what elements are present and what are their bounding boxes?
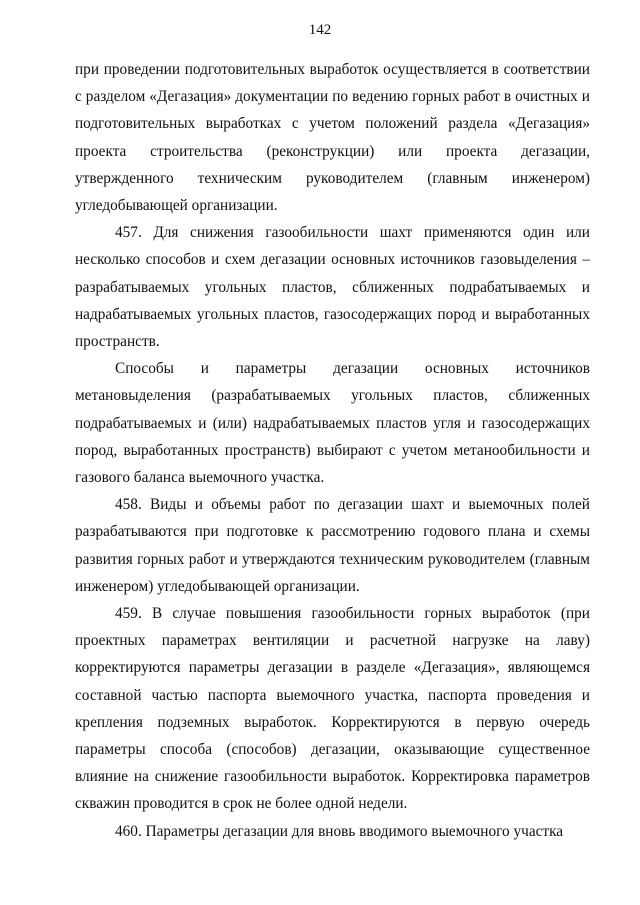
document-body: [75, 56, 590, 845]
paragraph-459: 459. В случае повышения газообильности горных выработок (при проектных параметрах вентиляции и расчетной нагрузке на лаву) корректируются параметры дегазации в разделе «Дегазация», являющемся составной частью паспорта выемочного участка, паспорта проведения и крепления подземных выработок. Корректируются в первую очередь параметры способа (способов) дегазации, оказывающие существенное влияние на снижение газообильности выработок. Корректировка параметров скважин проводится в срок не более одной недели.: [75, 605, 590, 813]
paragraph-457: 457. Для снижения газообильности шахт применяются один или несколько способов и схем дегазации основных источников газовыделения – разрабатываемых угольных пластов, сближенных подрабатываемых и надрабатываемых угольных пластов, газосодержащих пород и выработанных пространств.: [75, 224, 590, 351]
paragraph-continuation: при проведении подготовительных выработок осуществляется в соответствии с разделом «Дегазация» документации по ведению горных работ в очистных и подготовительных выработках с учетом положений раздела «Дегазация» проекта строительства (реконструкции) или проекта дегазации, утвержденного техническим руководителем (главным инженером) угледобывающей организации.: [75, 61, 590, 215]
paragraph-460: 460. Параметры дегазации для вновь вводимого выемочного участка: [115, 822, 564, 840]
page-number: 142: [308, 22, 332, 38]
paragraph-458: 458. Виды и объемы работ по дегазации шахт и выемочных полей разрабатываются при подготовке к рассмотрению годового плана и схемы развития горных работ и утверждаются техническим руководителем (главным инженером) угледобывающей организации.: [75, 496, 590, 595]
paragraph-457-methods: Способы и параметры дегазации основных источников метановыделения (разрабатываемых угольных пластов, сближенных подрабатываемых и (или) надрабатываемых пластов угля и газосодержащих пород, выработанных пространств) выбирают с учетом метанообильности и газового баланса выемочного участка.: [75, 360, 590, 487]
